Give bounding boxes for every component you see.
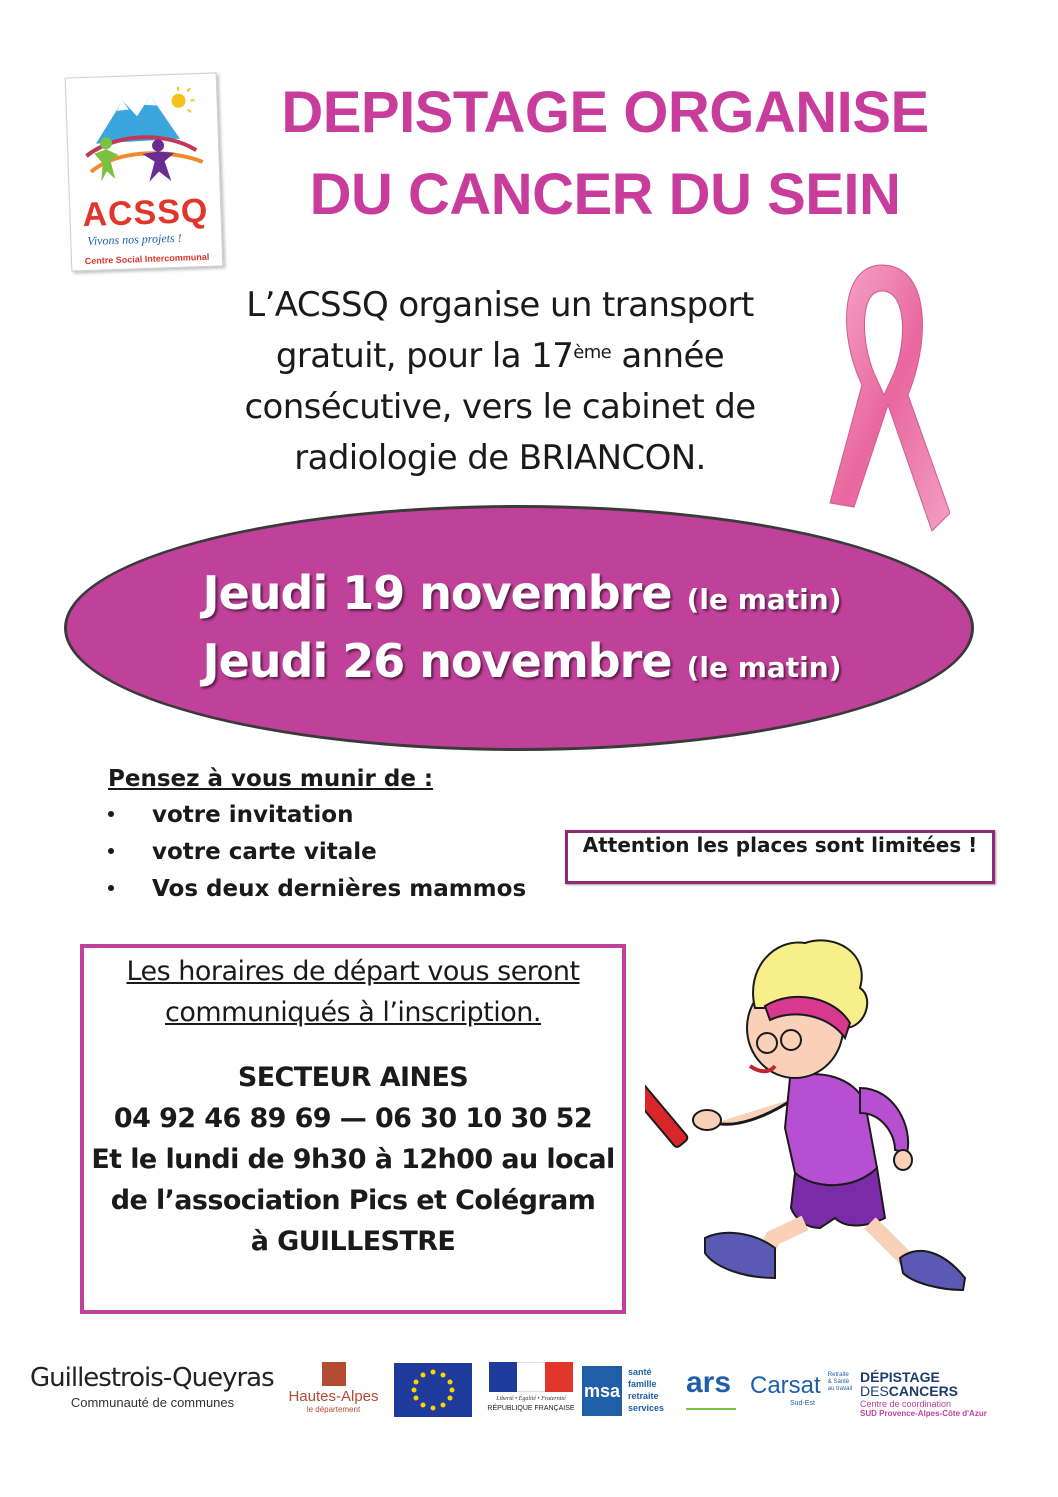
date-1: [67, 566, 977, 620]
ars-underline: [686, 1400, 736, 1410]
intro-line-2-post: année: [611, 336, 725, 376]
carsat-name: Carsat: [750, 1372, 821, 1399]
dates-ellipse: [64, 505, 974, 751]
info-phones: 04 92 46 89 69 — 06 30 10 30 52: [113, 1103, 593, 1134]
date-1-note: (le matin): [686, 583, 842, 616]
intro-line-2-pre: gratuit, pour la 17: [275, 336, 574, 376]
date-1-day: Jeudi 19 novembre: [202, 566, 672, 620]
marianne-flag-icon: [489, 1362, 573, 1392]
list-item-label: votre invitation: [152, 802, 354, 828]
hautes-alpes-emblem-icon: [322, 1362, 346, 1386]
ha-sub: le département: [306, 1405, 361, 1414]
eu-flag-icon: [394, 1363, 472, 1417]
list-item-label: Vos deux dernières mammos: [152, 876, 527, 902]
title-line-2: DU CANCER DU SEIN: [309, 162, 901, 227]
rf-motto: Liberté • Égalité • Fraternité: [496, 1396, 566, 1402]
bullet-icon: [108, 811, 114, 817]
info-box: [80, 944, 626, 1314]
ha-name: Hautes-Alpes: [288, 1388, 379, 1405]
info-line-6: de l’association Pics et Colégram: [110, 1185, 596, 1216]
dep-line-4: SUD Provence-Alpes-Côte d'Azur: [860, 1409, 987, 1418]
logo-slogan: Vivons nos projets !: [87, 230, 182, 249]
intro-line-1: L’ACSSQ organise un transport: [246, 285, 754, 325]
list-item: [108, 802, 353, 828]
intro-line-3: consécutive, vers le cabinet de: [244, 387, 756, 427]
bullet-icon: [108, 848, 114, 854]
carsat-side: [828, 1372, 852, 1393]
rf-name: RÉPUBLIQUE FRANÇAISE: [487, 1405, 575, 1412]
checklist-title: Pensez à vous munir de :: [108, 766, 434, 792]
bullet-icon: [108, 885, 114, 891]
date-2: [67, 634, 977, 688]
carsat-logo: [750, 1372, 860, 1407]
intro-line-4: radiologie de BRIANCON.: [294, 438, 706, 478]
logo-name: ACSSQ: [81, 191, 209, 235]
dep-line-3: Centre de coordination: [860, 1399, 952, 1409]
info-sector: SECTEUR AINES: [237, 1062, 469, 1093]
carsat-side-line: Retraite: [827, 1372, 849, 1378]
title-line-1: DEPISTAGE ORGANISE: [281, 80, 929, 145]
mountain-people-icon: [74, 80, 212, 203]
acssq-logo: [65, 72, 224, 271]
info-line-1: Les horaires de départ vous seront: [126, 956, 580, 987]
carsat-sub: Sud-Est: [790, 1400, 815, 1407]
runner-grandma-illustration: [645, 928, 975, 1308]
info-line-2: communiqués à l’inscription.: [165, 997, 541, 1028]
dep-line-2a: DES: [860, 1383, 889, 1399]
attention-box: Attention les places sont limitées !: [565, 830, 995, 884]
hautes-alpes-logo: [286, 1362, 381, 1414]
dep-line-2: [860, 1384, 1040, 1399]
ars-name: ars: [686, 1366, 732, 1399]
list-item: [108, 876, 526, 902]
msa-logo: [582, 1366, 674, 1418]
intro-line-2-sup: ème: [573, 342, 612, 363]
intro-text: [200, 280, 800, 484]
depistage-des-cancers-logo: [860, 1370, 1040, 1418]
date-2-day: Jeudi 26 novembre: [202, 634, 672, 688]
page-title: [240, 72, 970, 236]
msa-lines: [628, 1366, 664, 1414]
msa-line: retraite: [628, 1391, 659, 1401]
info-line-7: à GUILLESTRE: [250, 1226, 456, 1257]
msa-line: famille: [628, 1379, 657, 1389]
gq-name: Guillestrois-Queyras: [30, 1363, 274, 1393]
pink-ribbon-icon: [820, 255, 950, 540]
msa-line: santé: [628, 1367, 652, 1377]
republique-francaise-logo: [487, 1362, 575, 1412]
dep-line-2b: CANCERS: [888, 1383, 959, 1399]
msa-icon: msa: [582, 1366, 622, 1416]
msa-line: services: [628, 1403, 665, 1413]
carsat-side-line: & Santé: [827, 1379, 850, 1385]
guillestrois-queyras-logo: [30, 1363, 275, 1410]
date-2-note: (le matin): [686, 651, 842, 684]
intro-line-2: [200, 331, 800, 382]
dep-line-1: DÉPISTAGE: [860, 1369, 940, 1385]
list-item: [108, 839, 377, 865]
logo-subtitle: Centre Social Intercommunal: [84, 251, 210, 267]
list-item-label: votre carte vitale: [152, 839, 377, 865]
ars-logo: [686, 1366, 742, 1410]
gq-sub: Communauté de communes: [70, 1395, 235, 1410]
info-line-5: Et le lundi de 9h30 à 12h00 au local: [91, 1144, 615, 1175]
carsat-side-line: au travail: [827, 1386, 853, 1392]
